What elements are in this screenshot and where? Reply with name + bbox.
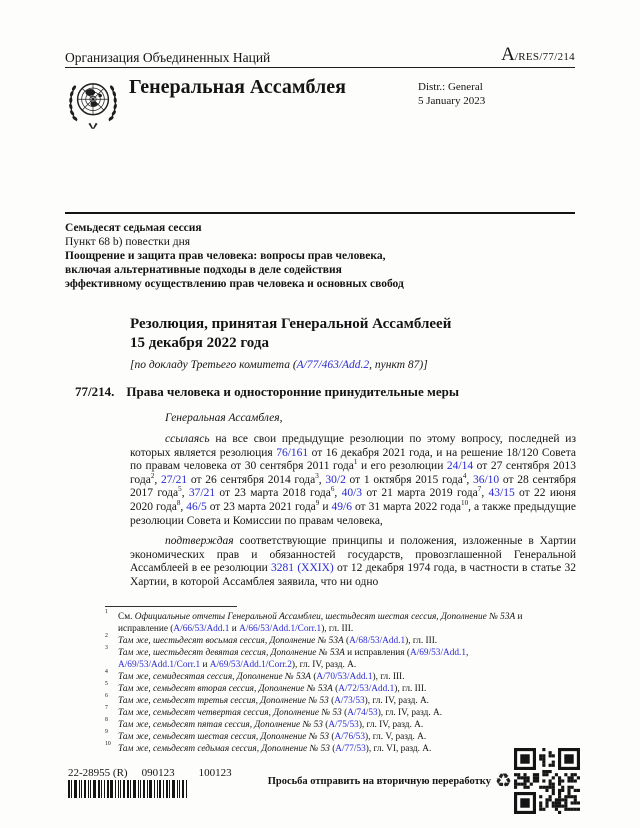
footnote-ref: 8 — [176, 499, 181, 508]
header-rule-thick — [65, 212, 575, 214]
un-emblem-icon — [64, 72, 122, 137]
footnote-item: 7 Там же, семьдесят четвертая сессия, Дополнение № 53 (A/74/53), гл. IV, разд. A. — [105, 705, 443, 718]
doc-link[interactable]: 46/5 — [186, 500, 207, 513]
footnote-ref: 2 — [150, 471, 155, 480]
distribution-block — [418, 80, 485, 108]
doc-link[interactable]: 40/3 — [341, 487, 363, 500]
doc-link[interactable]: A/66/53/Add.1 — [173, 624, 230, 634]
assembly-title: Генеральная Ассамблея — [129, 76, 346, 98]
report-reference: [по докладу Третьего комитета (A/77/463/Add.2, пункт 87)] — [130, 359, 428, 371]
footnote-item: 5 Там же, семьдесят вторая сессия, Дополнение № 53A (A/72/53/Add.1), гл. III. — [105, 681, 427, 694]
footnote-item: 6 Там же, семьдесят третья сессия, Дополнение № 53 (A/73/53), гл. IV, разд. A. — [105, 693, 430, 706]
footnote-ref: 5 — [178, 485, 182, 494]
doc-link[interactable]: A/77/53 — [335, 744, 366, 754]
doc-link[interactable]: A/75/53 — [328, 720, 359, 730]
footnote-ref: 6 — [330, 485, 335, 494]
doc-link[interactable]: A/72/53/Add.1 — [338, 684, 395, 694]
agenda-item: Пункт 68 b) повестки дня — [65, 236, 191, 248]
doc-link[interactable]: A/77/463/Add.2 — [296, 359, 370, 371]
resolution-number: 77/214. — [75, 384, 115, 399]
doc-link[interactable]: 24/14 — [446, 460, 474, 473]
preamble-paragraph: ссылаясь на все свои предыдущие резолюции по этому вопросу, последней из которых является резолюция 76/161 от 16 декабря 2021 года, и на решение 18/120 Совета по правам человека от 30 сентября 2011 года$^1$ и его резолюции 24/14 от 27 сентября 2013 года$^2$, 27/21 от 26 сентября 2014 года$^3$, 30/2 от 1 октября 2015 года$^4$, 36/10 от 28 сентября 2017 года$^5$, 37/21 от 23 марта 2018 года$^6$, 40/3 от 21 марта 2019 года$^7$, 43/15 от 22 июня 2020 года$^8$, 46/5 от 23 марта 2021 года$^9$ и 49/6 от 31 марта 2022 года$^{10}$, а также предыдущие резолюции Совета и Комиссии по правам человека, — [130, 433, 577, 527]
doc-link[interactable]: A/66/53/Add.1/Corr.1 — [239, 624, 322, 634]
doc-link[interactable]: A/69/53/Add.1/Corr.2 — [209, 660, 292, 670]
body-text — [130, 433, 576, 597]
footnote-item: 3 Там же, шестьдесят девятая сессия, Дополнение № 53A и исправления (A/69/53/Add.1, A/69/53/Add.1/Corr.1 и A/69/53/Add.1/Corr.2), гл. IV, разд. A. — [105, 645, 469, 670]
distr-line: Distr.: General — [418, 81, 483, 93]
doc-link[interactable]: 30/2 — [325, 473, 346, 486]
footnote-ref: 10 — [461, 499, 469, 508]
resolution-name: Права человека и односторонние принудительные меры — [126, 384, 459, 399]
resolution-heading — [75, 384, 459, 400]
header-rule-thin — [65, 67, 575, 68]
doc-link[interactable]: A/69/53/Add.1/Corr.1 — [118, 660, 201, 670]
doc-link[interactable]: A/70/53/Add.1 — [316, 672, 373, 682]
footnote-ref: 4 — [462, 471, 467, 480]
footer-left — [68, 767, 232, 798]
doc-link[interactable]: A/74/53 — [347, 708, 378, 718]
session-number: Семьдесят седьмая сессия — [65, 222, 202, 234]
footnote-ref: 7 — [477, 485, 482, 494]
doc-link[interactable]: 49/6 — [331, 500, 352, 513]
recycle-icon: ♻ — [494, 770, 512, 792]
org-name: Организация Объединенных Наций — [65, 50, 271, 65]
footnote-ref: 9 — [315, 499, 320, 508]
preamble-paragraph: подтверждая соответствующие принципы и положения, изложенные в Хартии экономических прав и обязанностей государств, провозглашенной Генеральной Ассамблеей в ее резолюции 3281 (XXIX) от 12 декабря 1974 года, в частности в статье 32 Хартии, в которой Ассамблея заявила, что ни одно — [130, 535, 576, 588]
doc-link[interactable]: 37/21 — [188, 487, 216, 500]
doc-link[interactable]: A/69/53/Add.1 — [409, 648, 467, 658]
footnotes — [105, 611, 549, 755]
footnote-item: 8 Там же, семьдесят пятая сессия, Дополнение № 53 (A/75/53), гл. IV, разд. A. — [105, 717, 424, 730]
footnote-ref: 3 — [315, 471, 319, 480]
doc-link[interactable]: A/73/53 — [334, 696, 365, 706]
footnote-item: 10 Там же, семьдесят седьмая сессия, Дополнение № 53 (A/77/53), гл. VI, разд. A. — [105, 741, 432, 754]
resolution-title: Резолюция, принятая Генеральной Ассамблеей 15 декабря 2022 года — [130, 316, 452, 351]
doc-link[interactable]: 76/161 — [276, 446, 309, 459]
doc-link[interactable]: 3281 (XXIX) — [271, 562, 334, 575]
opening-phrase: Генеральная Ассамблея, — [165, 412, 283, 424]
qr-code — [514, 748, 580, 819]
date-line: 5 January 2023 — [418, 95, 486, 107]
agenda-title: Поощрение и защита прав человека: вопросы прав человека, включая альтернативные подходы в деле содействия эффективному осуществлению прав человека и основных свобод — [65, 250, 404, 290]
footnote-item: 9 Там же, семьдесят шестая сессия, Дополнение № 53 (A/76/53), гл. V, разд. A. — [105, 729, 427, 742]
doc-link[interactable]: A/76/53 — [334, 732, 365, 742]
footnote-separator — [105, 606, 237, 607]
footer-right — [250, 772, 512, 791]
doc-link[interactable]: 36/10 — [472, 473, 500, 486]
job-number-line: 22-28955 (R) 090123 100123 — [68, 767, 232, 779]
footnote-item: 2 Там же, шестьдесят восьмая сессия, Дополнение № 53A (A/68/53/Add.1), гл. III. — [105, 633, 438, 646]
footnote-item: 4 Там же, семидесятая сессия, Дополнение № 53A (A/70/53/Add.1), гл. III. — [105, 669, 405, 682]
recycle-note: Просьба отправить на вторичную переработку — [267, 776, 491, 787]
footnote-item: 1 См. Официальные отчеты Генеральной Ассамблеи, шестьдесят шестая сессия, Дополнение № 53A и исправление (A/66/53/Add.1 и A/66/53/Add.1/Corr.1), гл. III. — [105, 609, 523, 634]
masthead — [65, 44, 575, 66]
doc-link[interactable]: A/68/53/Add.1 — [349, 636, 406, 646]
document-symbol: A/RES/77/214 — [501, 44, 575, 65]
doc-link[interactable]: 27/21 — [160, 473, 188, 486]
session-block — [65, 221, 413, 291]
barcode — [68, 780, 190, 798]
doc-link[interactable]: 43/15 — [488, 487, 515, 500]
footnote-ref: 1 — [353, 458, 358, 467]
